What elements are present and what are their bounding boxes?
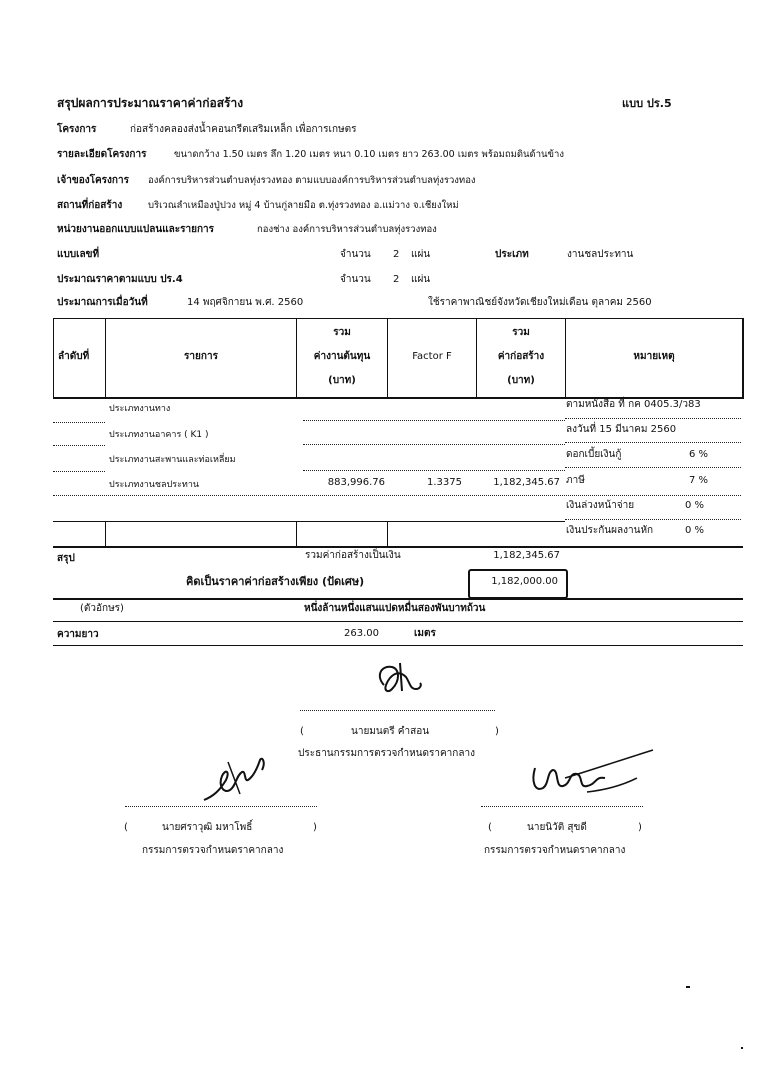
header-item: รายการ <box>184 351 218 362</box>
row-remark-label: ดอกเบี้ยเงินกู้ <box>566 449 622 460</box>
summary-rule <box>53 598 743 600</box>
length-value: 263.00 <box>344 628 379 639</box>
row-divider <box>565 519 741 520</box>
row-remark-value: 0 % <box>684 500 704 511</box>
scan-speck <box>686 986 690 988</box>
row-divider <box>303 420 565 421</box>
row-remark-label: เงินล่วงหน้าจ่าย <box>566 500 635 511</box>
header-remark: หมายเหตุ <box>633 351 675 362</box>
left-paren-close: ) <box>313 822 317 833</box>
row-item: ประเภทงานทาง <box>109 404 171 414</box>
price-reference: ใช้ราคาพาณิชย์จังหวัดเชียงใหม่เดือน ตุลาคม 2560 <box>428 297 652 308</box>
row-item: ประเภทงานชลประทาน <box>109 480 200 490</box>
detail-value: ขนาดกว้าง 1.50 เมตร ลึก 1.20 เมตร หนา 0.10 เมตร ยาว 263.00 เมตร พร้อมถมดินด้านข้าง <box>174 149 564 160</box>
right-role: กรรมการตรวจกำหนดราคากลาง <box>484 845 626 856</box>
words-label: (ตัวอักษร) <box>80 603 124 614</box>
estimate-label: ประมาณราคาตามแบบ ปร.4 <box>57 274 183 285</box>
project-value: ก่อสร้างคลองส่งน้ำคอนกรีตเสริมเหล็ก เพื่อการเกษตร <box>130 124 357 135</box>
designer-value: กองช่าง องค์การบริหารส่วนตำบลทุ่งรวงทอง <box>257 224 437 235</box>
owner-value: องค์การบริหารส่วนตำบลทุ่งรวงทอง ตามแบบองค์การบริหารส่วนตำบลทุ่งรวงทอง <box>148 175 476 186</box>
rounded-value: 1,182,000.00 <box>491 576 558 587</box>
length-rule <box>53 645 743 646</box>
summary-total-label: รวมค่าก่อสร้างเป็นเงิน <box>305 550 401 561</box>
signature-chair <box>370 655 430 705</box>
row-remark-label: เงินประกันผลงานหัก <box>566 525 654 536</box>
chair-name: นายมนตรี คำสอน <box>351 726 430 737</box>
page-title: สรุปผลการประมาณราคาค่าก่อสร้าง <box>57 96 244 110</box>
count-value-2: 2 <box>393 274 400 285</box>
col-divider <box>296 521 297 546</box>
sheet-unit-2: แผ่น <box>411 274 431 285</box>
left-paren-open: ( <box>124 822 128 833</box>
summary-label: สรุป <box>57 553 75 564</box>
rounded-label: คิดเป็นราคาค่าก่อสร้างเพียง (ปัดเศษ) <box>186 575 365 588</box>
header-cost-unit: (บาท) <box>328 375 356 386</box>
chair-paren-open: ( <box>300 726 304 737</box>
row-remark-label: ลงวันที่ 15 มีนาคม 2560 <box>566 424 677 435</box>
row-divider <box>565 467 741 468</box>
row-item: ประเภทงานสะพานและท่อเหลี่ยม <box>109 455 236 465</box>
table-bottom-rule <box>53 546 743 548</box>
scan-speck <box>741 1047 743 1049</box>
row-divider <box>303 444 565 445</box>
header-factor: Factor F <box>412 351 452 362</box>
chair-paren-close: ) <box>495 726 499 737</box>
row-factor: 1.3375 <box>427 477 462 488</box>
header-cost-label: ค่างานต้นทุน <box>313 351 371 362</box>
right-paren-open: ( <box>488 822 492 833</box>
date-label: ประมาณการเมื่อวันที่ <box>57 297 148 308</box>
row-remark-label: ภาษี <box>566 475 585 486</box>
header-cost-sum: รวม <box>333 327 351 338</box>
signature-line-right <box>481 806 643 807</box>
row-divider <box>53 422 105 423</box>
designer-label: หน่วยงานออกแบบแปลนและรายการ <box>57 224 215 235</box>
row-total: 1,182,345.67 <box>493 477 560 488</box>
row-divider <box>565 418 741 419</box>
row-remark-label: ตามหนังสือ ที่ กค 0405.3/ว83 <box>566 399 701 410</box>
site-value: บริเวณลำเหมืองปู่ปวง หมู่ 4 บ้านกู่ลายมือ ต.ทุ่งรวงทอง อ.แม่วาง จ.เชียงใหม่ <box>148 200 459 211</box>
left-name: นายศราวุฒิ มหาโพธิ์ <box>162 822 253 833</box>
site-label: สถานที่ก่อสร้าง <box>57 200 123 211</box>
row-divider <box>53 471 105 472</box>
signature-left <box>200 750 275 810</box>
header-total-sum: รวม <box>512 327 530 338</box>
chair-role: ประธานกรรมการตรวจกำหนดราคากลาง <box>298 748 475 759</box>
count-label-1: จำนวน <box>340 249 371 260</box>
right-paren-close: ) <box>638 822 642 833</box>
count-label-2: จำนวน <box>340 274 371 285</box>
detail-label: รายละเอียดโครงการ <box>57 149 147 160</box>
drawing-no-label: แบบเลขที่ <box>57 249 100 260</box>
owner-label: เจ้าของโครงการ <box>57 175 129 186</box>
type-value: งานชลประทาน <box>567 249 634 260</box>
header-total-unit: (บาท) <box>507 375 535 386</box>
row-remark-value: 6 % <box>688 449 708 460</box>
row-divider <box>53 445 105 446</box>
table-row-rule <box>53 521 565 522</box>
project-label: โครงการ <box>57 124 97 135</box>
row-cost: 883,996.76 <box>327 477 385 488</box>
row-divider <box>303 470 565 471</box>
words-rule <box>53 621 743 622</box>
signature-line-left <box>125 806 317 807</box>
row-divider <box>565 442 741 443</box>
col-divider <box>105 521 106 546</box>
signature-line-chair <box>300 710 495 711</box>
length-unit: เมตร <box>414 628 436 639</box>
date-value: 14 พฤศจิกายน พ.ศ. 2560 <box>187 297 304 308</box>
length-label: ความยาว <box>57 629 99 640</box>
left-role: กรรมการตรวจกำหนดราคากลาง <box>142 845 284 856</box>
words-value: หนึ่งล้านหนึ่งแสนแปดหมื่นสองพันบาทถ้วน <box>304 603 486 614</box>
row-remark-value: 0 % <box>684 525 704 536</box>
signature-right <box>525 748 655 808</box>
row-divider <box>53 495 741 496</box>
sheet-unit-1: แผ่น <box>411 249 431 260</box>
right-name: นายนิวัติ สุขดี <box>527 822 587 833</box>
form-code: แบบ ปร.5 <box>622 97 672 110</box>
row-item: ประเภทงานอาคาร ( K1 ) <box>109 430 209 440</box>
header-no: ลำดับที่ <box>58 351 90 362</box>
col-divider <box>387 521 388 546</box>
count-value-1: 2 <box>393 249 400 260</box>
type-label: ประเภท <box>495 249 529 260</box>
header-total-label: ค่าก่อสร้าง <box>497 351 545 362</box>
summary-total-value: 1,182,345.67 <box>493 550 560 561</box>
row-remark-value: 7 % <box>688 475 708 486</box>
